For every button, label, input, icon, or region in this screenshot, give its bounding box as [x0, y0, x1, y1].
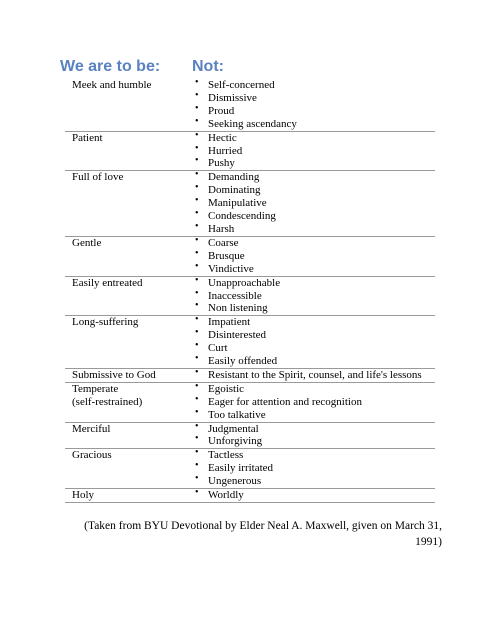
not-cell — [191, 171, 435, 236]
virtue-text: Meek and humble — [72, 79, 152, 91]
bullet-icon: • — [195, 195, 199, 207]
not-text: Vindictive — [208, 262, 254, 275]
column-headers — [60, 58, 440, 80]
virtue-text: Patient — [72, 131, 103, 144]
list-item — [191, 406, 435, 422]
not-text: Dominating — [208, 184, 261, 197]
bullet-icon: • — [195, 142, 199, 154]
table-row — [65, 129, 435, 172]
list-item — [191, 342, 435, 355]
not-text: Impatient — [208, 316, 251, 329]
not-text: Worldly — [208, 489, 244, 502]
table-row — [65, 380, 435, 423]
not-text: Dismissive — [208, 91, 257, 104]
bullet-icon: • — [195, 447, 199, 459]
list-item — [191, 260, 435, 276]
table-row — [65, 79, 435, 132]
list-item — [191, 449, 435, 462]
bullet-icon: • — [195, 366, 199, 378]
list-item — [191, 420, 435, 436]
virtue-cell — [65, 316, 191, 368]
not-text: Egoistic — [208, 382, 245, 395]
bullet-icon: • — [195, 287, 199, 299]
bullet-icon: • — [195, 274, 199, 286]
bullet-icon: • — [195, 380, 199, 392]
not-text: Proud — [208, 104, 235, 117]
bullet-icon: • — [195, 393, 199, 405]
list-item — [191, 115, 435, 131]
list-item — [191, 287, 435, 303]
table-row — [65, 420, 435, 450]
list-item — [191, 435, 435, 448]
list-item — [191, 129, 435, 145]
not-cell — [191, 316, 435, 368]
list-item — [191, 89, 435, 105]
virtue-text: Submissive to God — [72, 368, 156, 381]
virtue-text: Full of love — [72, 171, 124, 184]
virtue-cell — [65, 171, 191, 236]
bullet-icon: • — [195, 433, 199, 445]
bullet-icon: • — [195, 115, 199, 127]
list-item — [191, 302, 435, 315]
list-item — [191, 329, 435, 342]
not-text: Tactless — [208, 449, 244, 462]
not-text: Resistant to the Spirit, counsel, and life's lessons — [208, 368, 422, 381]
list-item — [191, 220, 435, 236]
virtue-text: (self-restrained) — [72, 395, 143, 408]
list-item — [191, 355, 435, 368]
not-cell — [191, 380, 435, 422]
list-item — [191, 142, 435, 158]
bullet-icon: • — [195, 102, 199, 114]
bullet-icon: • — [195, 327, 199, 339]
not-cell — [191, 489, 435, 502]
virtue-cell — [65, 277, 191, 316]
not-cell — [191, 449, 435, 488]
not-cell — [191, 234, 435, 276]
table-row — [65, 366, 435, 383]
table-row — [65, 316, 435, 369]
bullet-icon: • — [195, 420, 199, 432]
not-text: Harsh — [208, 222, 235, 235]
virtue-cell — [65, 237, 191, 276]
list-item — [191, 210, 435, 223]
virtue-cell — [65, 489, 191, 502]
not-text: Ungenerous — [208, 475, 262, 488]
bullet-icon: • — [195, 353, 199, 365]
bullet-icon: • — [195, 487, 199, 499]
virtue-cell — [65, 369, 191, 382]
citation: (Taken from BYU Devotional by Elder Neal A. Maxwell, given on March 31, 1991) — [84, 520, 442, 548]
not-text: Too talkative — [208, 408, 266, 421]
virtue-cell — [65, 383, 191, 422]
virtue-text: Gracious — [72, 449, 112, 462]
not-cell — [191, 366, 435, 382]
list-item — [191, 380, 435, 396]
virtue-text: Temperate — [72, 382, 119, 395]
bullet-icon: • — [195, 314, 199, 326]
virtue-cell — [65, 79, 191, 131]
bullet-icon: • — [195, 77, 199, 88]
bullet-icon: • — [195, 234, 199, 246]
table-row — [65, 274, 435, 317]
not-text: Seeking ascendancy — [208, 117, 297, 130]
list-item — [191, 366, 435, 382]
bullet-icon: • — [195, 460, 199, 472]
bullet-icon: • — [195, 129, 199, 141]
virtue-text: Gentle — [72, 236, 102, 249]
list-item — [191, 462, 435, 475]
virtue-cell — [65, 449, 191, 488]
not-text: Pushy — [208, 157, 235, 170]
not-text: Hectic — [208, 131, 237, 144]
list-item — [191, 197, 435, 210]
not-text: Unapproachable — [208, 276, 281, 289]
table-row — [65, 449, 435, 489]
table-row — [65, 489, 435, 503]
list-item — [191, 184, 435, 197]
list-item — [191, 79, 435, 92]
list-item — [191, 234, 435, 250]
virtue-cell — [65, 423, 191, 449]
list-item — [191, 316, 435, 329]
list-item — [191, 247, 435, 263]
not-text: Condescending — [208, 210, 276, 223]
bullet-icon: • — [195, 169, 199, 181]
not-text: Easily irritated — [208, 462, 274, 475]
not-text: Curt — [208, 342, 228, 355]
bullet-icon: • — [195, 220, 199, 232]
virtue-table — [65, 79, 435, 503]
not-text: Hurried — [208, 144, 243, 157]
not-text: Inaccessible — [208, 289, 262, 302]
not-text: Coarse — [208, 236, 239, 249]
list-item — [191, 102, 435, 118]
list-item — [191, 475, 435, 488]
list-item — [191, 157, 435, 170]
list-item — [191, 489, 435, 502]
not-text: Unforgiving — [208, 435, 263, 448]
not-text: Manipulative — [208, 197, 267, 210]
not-text: Demanding — [208, 171, 260, 184]
bullet-icon: • — [195, 182, 199, 194]
not-text: Disinterested — [208, 329, 267, 342]
virtue-text: Long-suffering — [72, 316, 139, 329]
virtue-text: Holy — [72, 489, 94, 502]
table-row — [65, 234, 435, 277]
header-not: Not: — [192, 58, 224, 75]
bullet-icon: • — [195, 300, 199, 312]
not-cell — [191, 274, 435, 316]
not-text: Easily offended — [208, 355, 278, 368]
not-text: Self-concerned — [208, 79, 275, 91]
not-text: Judgmental — [208, 422, 259, 435]
bullet-icon: • — [195, 260, 199, 272]
virtue-text: Easily entreated — [72, 276, 143, 289]
list-item — [191, 393, 435, 409]
not-text: Eager for attention and recognition — [208, 395, 362, 408]
not-cell — [191, 79, 435, 131]
not-cell — [191, 420, 435, 449]
bullet-icon: • — [195, 406, 199, 418]
bullet-icon: • — [195, 89, 199, 101]
not-text: Non listening — [208, 302, 268, 315]
bullet-icon: • — [195, 208, 199, 220]
bullet-icon: • — [195, 247, 199, 259]
list-item — [191, 171, 435, 184]
header-we-are-to-be: We are to be: — [60, 58, 161, 75]
not-text: Brusque — [208, 249, 245, 262]
virtue-text: Merciful — [72, 422, 111, 435]
bullet-icon: • — [195, 340, 199, 352]
bullet-icon: • — [195, 473, 199, 485]
not-cell — [191, 129, 435, 171]
bullet-icon: • — [195, 155, 199, 167]
list-item — [191, 274, 435, 290]
table-row — [65, 171, 435, 237]
virtue-cell — [65, 132, 191, 171]
